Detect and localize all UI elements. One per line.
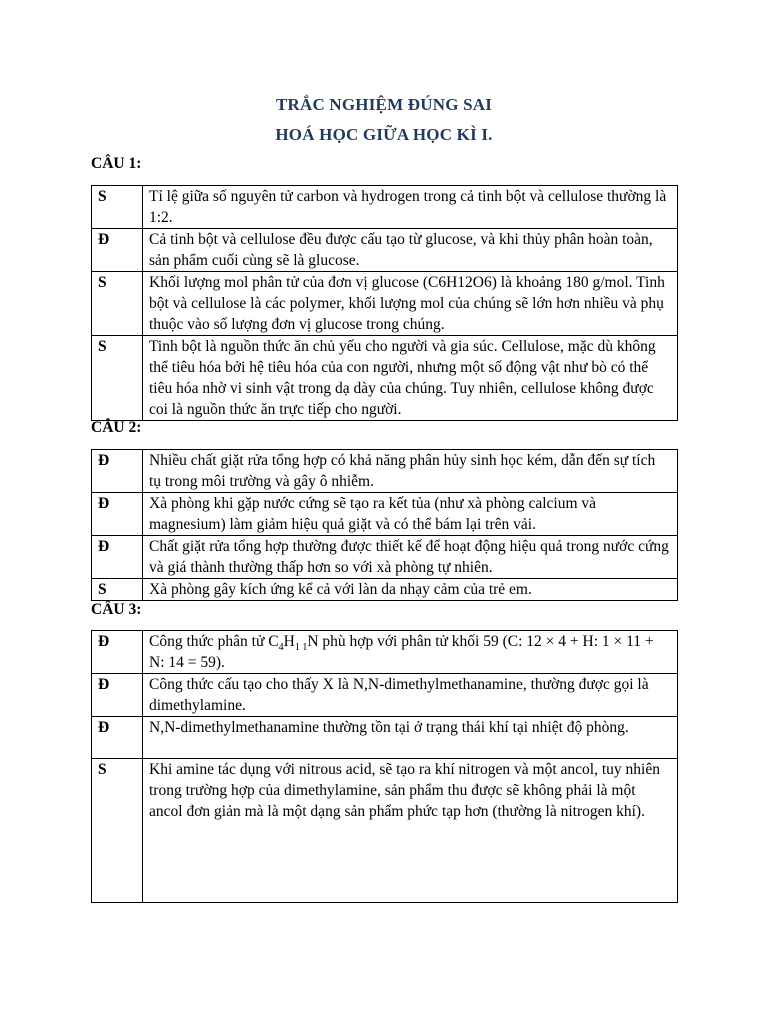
formula-subscript: 1 1 [294, 642, 308, 654]
table-row [92, 579, 678, 601]
formula-text: N phù hợp với phân tử khối 59 (C: 12 × 4 + H: 1 × 11 + N: 14 = 59). [149, 633, 654, 671]
statement-cell: Xà phòng khi gặp nước cứng sẽ tạo ra kết tủa (như xà phòng calcium và magnesium) làm giảm hiệu quả giặt và có thể bám lại trên vải. [143, 493, 678, 536]
statement-cell: Cả tinh bột và cellulose đều được cấu tạo từ glucose, và khi thủy phân hoàn toàn, sản phẩm cuối cùng sẽ là glucose. [143, 229, 678, 272]
formula-subscript: 4 [278, 642, 284, 654]
formula-text: H [283, 633, 295, 650]
statement-cell: Tinh bột là nguồn thức ăn chủ yếu cho người và gia súc. Cellulose, mặc dù không thể tiêu hóa bởi hệ tiêu hóa của con người, nhưng một số động vật như bò có thể tiêu hóa nhờ vi sinh vật trong dạ dày của chúng. Tuy nhiên, cellulose không được coi là nguồn thức ăn trực tiếp cho người. [143, 336, 678, 421]
question-3-heading: CÂU 3: [91, 601, 142, 618]
answer-cell: S [92, 336, 143, 421]
answer-cell: Đ [92, 674, 143, 717]
statement-cell: Tỉ lệ giữa số nguyên tử carbon và hydrogen trong cả tinh bột và cellulose thường là 1:2. [143, 186, 678, 229]
table-row [92, 336, 678, 421]
table-row [92, 631, 678, 674]
answer-cell: Đ [92, 717, 143, 759]
answer-cell: Đ [92, 631, 143, 674]
question-2-table [91, 449, 678, 601]
statement-cell: Xà phòng gây kích ứng kể cả với làn da nhạy cảm của trẻ em. [143, 579, 678, 601]
statement-cell: Khối lượng mol phân tử của đơn vị glucose (C6H12O6) là khoảng 180 g/mol. Tinh bột và cellulose là các polymer, khối lượng mol của chúng sẽ lớn hơn nhiều và phụ thuộc vào số lượng đơn vị glucose trong chúng. [143, 272, 678, 336]
question-3-table [91, 630, 678, 903]
question-1-table [91, 185, 678, 421]
statement-cell [143, 631, 678, 674]
statement-cell: N,N-dimethylmethanamine thường tồn tại ở trạng thái khí tại nhiệt độ phòng. [143, 717, 678, 759]
table-row [92, 493, 678, 536]
answer-cell: Đ [92, 493, 143, 536]
statement-cell: Công thức cấu tạo cho thấy X là N,N-dimethylmethanamine, thường được gọi là dimethylamine. [143, 674, 678, 717]
statement-cell: Chất giặt rửa tổng hợp thường được thiết kế để hoạt động hiệu quả trong nước cứng và giá thành thường thấp hơn so với xà phòng tự nhiên. [143, 536, 678, 579]
table-row [92, 536, 678, 579]
table-row [92, 717, 678, 759]
question-2-heading: CÂU 2: [91, 419, 142, 436]
table-row [92, 229, 678, 272]
statement-cell: Nhiều chất giặt rửa tổng hợp có khả năng phân hủy sinh học kém, dẫn đến sự tích tụ trong môi trường và gây ô nhiễm. [143, 450, 678, 493]
table-row [92, 759, 678, 903]
answer-cell: S [92, 272, 143, 336]
statement-cell: Khi amine tác dụng với nitrous acid, sẽ tạo ra khí nitrogen và một ancol, tuy nhiên trong trường hợp của dimethylamine, sản phẩm thu được sẽ không phải là một ancol đơn giản mà là một dạng sản phẩm phức tạp hơn (thường là nitrogen khí). [143, 759, 678, 903]
question-1-heading: CÂU 1: [91, 155, 142, 172]
document-title-line-1: TRẮC NGHIỆM ĐÚNG SAI [275, 95, 493, 114]
document-title-line-2: HOÁ HỌC GIỮA HỌC KÌ I. [275, 125, 493, 144]
answer-cell: S [92, 579, 143, 601]
answer-cell: Đ [92, 450, 143, 493]
answer-cell: Đ [92, 229, 143, 272]
answer-cell: S [92, 186, 143, 229]
answer-cell: Đ [92, 536, 143, 579]
answer-cell: S [92, 759, 143, 903]
table-row [92, 186, 678, 229]
table-row [92, 272, 678, 336]
table-row [92, 450, 678, 493]
formula-text: Công thức phân tử C [149, 633, 279, 650]
table-row [92, 674, 678, 717]
